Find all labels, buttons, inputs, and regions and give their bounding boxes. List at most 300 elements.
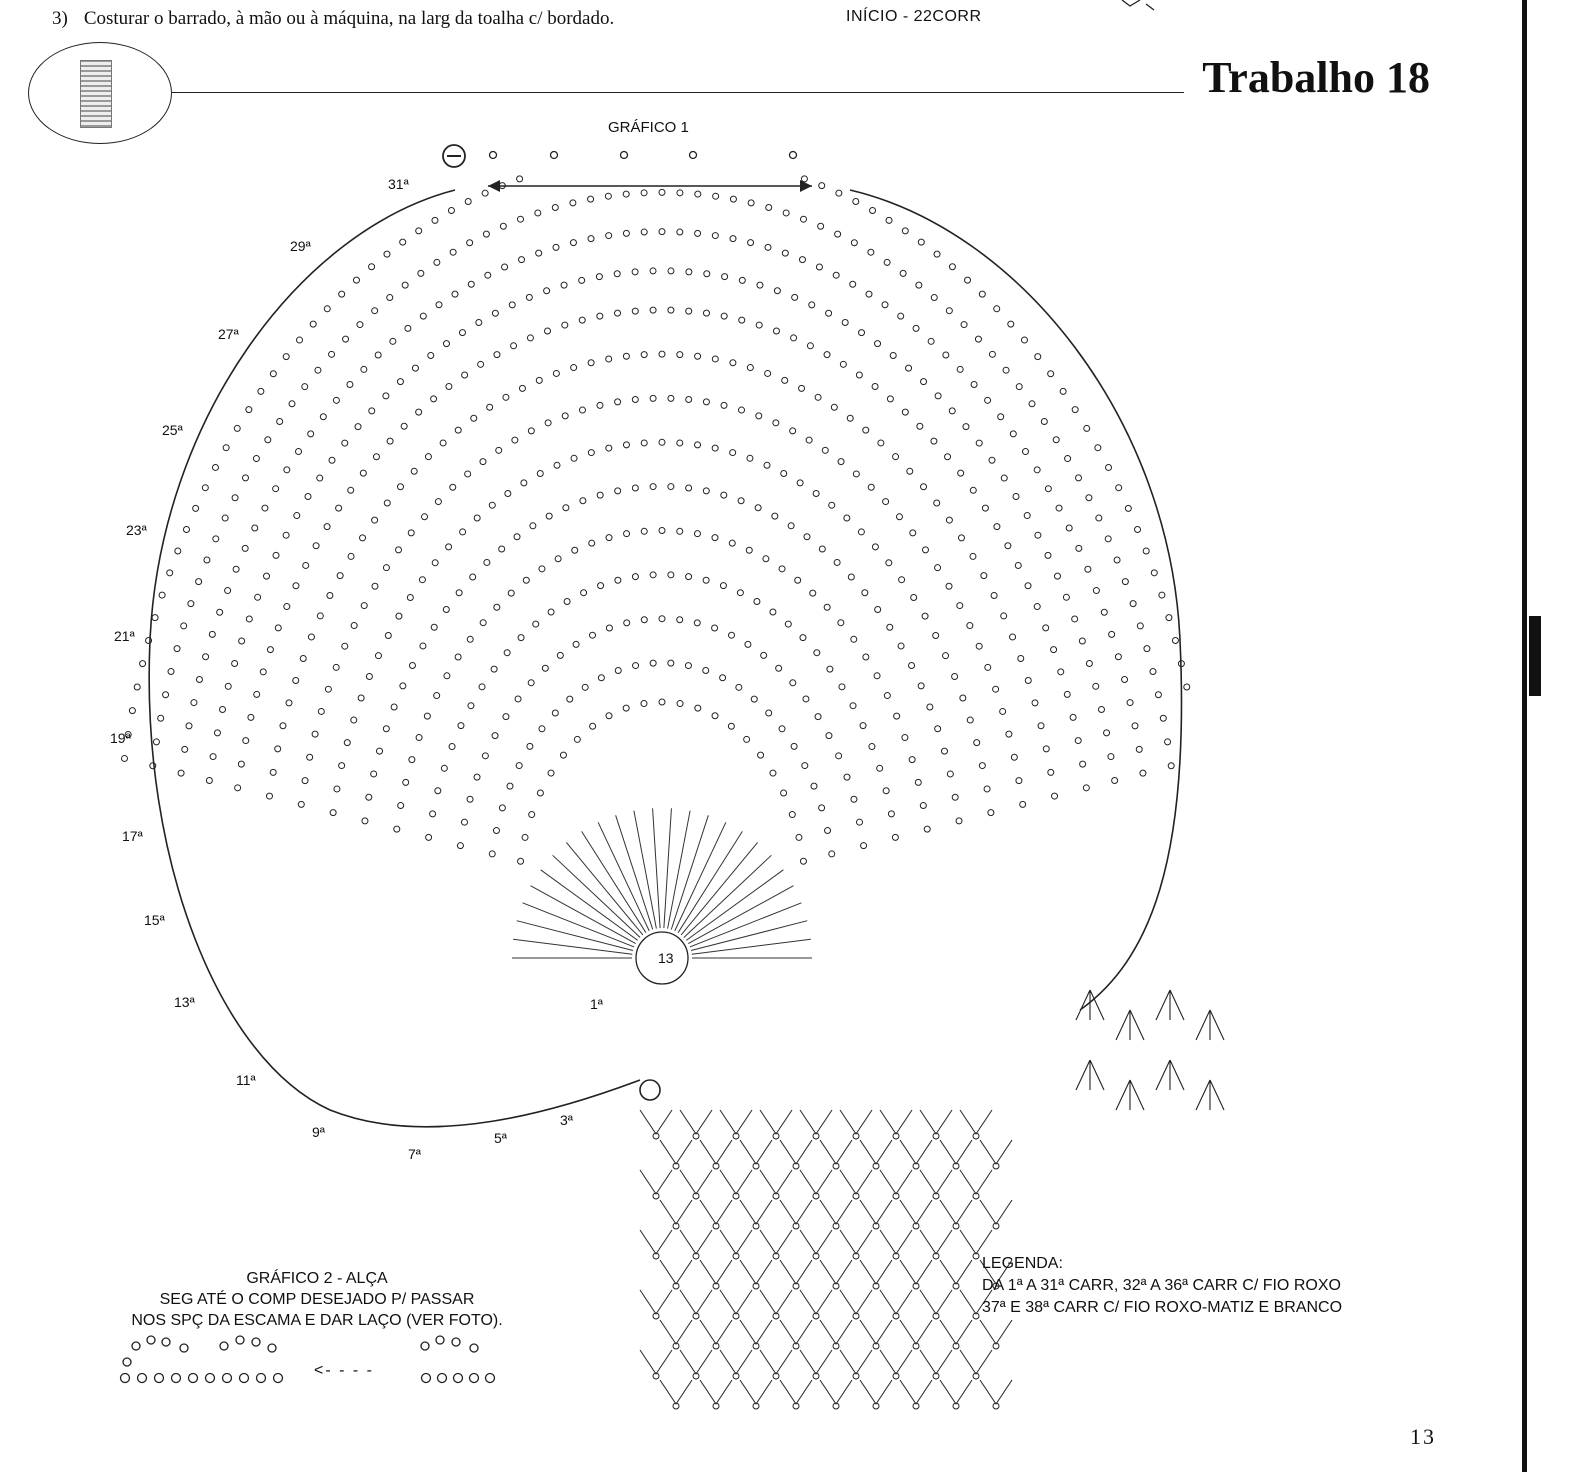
chain-stitch — [597, 492, 603, 498]
chain-stitch — [450, 249, 456, 255]
chain-stitch — [528, 680, 534, 686]
end-marker — [640, 1080, 660, 1100]
chain-stitch — [505, 490, 511, 496]
chain-stitch — [1060, 388, 1066, 394]
chain-stitch — [756, 413, 762, 419]
chain-stitch — [416, 409, 422, 415]
chain-stitch — [720, 675, 726, 681]
chain-stitch — [686, 397, 692, 403]
start-arrow-left-head — [488, 180, 500, 192]
scale-stitch — [760, 1230, 792, 1254]
scale-stitch — [940, 1320, 972, 1344]
chain-stitch — [695, 442, 701, 448]
scale-stitch — [960, 1110, 992, 1134]
chain-stitch — [979, 291, 985, 297]
chain-stitch — [554, 462, 560, 468]
chain-stitch — [1160, 715, 1166, 721]
chain-stitch — [813, 490, 819, 496]
chain-stitch — [961, 322, 967, 328]
chain-stitch — [1072, 616, 1078, 622]
chain-stitch — [443, 606, 449, 612]
chain-stitch — [801, 176, 807, 182]
chain-stitch — [573, 641, 579, 647]
chain-stitch — [836, 190, 842, 196]
chain-stitch — [308, 431, 314, 437]
chain-stitch — [965, 277, 971, 283]
chain-stitch — [408, 530, 414, 536]
chain-stitch — [140, 661, 146, 667]
chain-stitch — [615, 667, 621, 673]
chain-stitch — [975, 336, 981, 342]
chain-stitch — [788, 523, 794, 529]
chain-stitch — [1018, 655, 1024, 661]
page-title: Trabalho 18 — [1202, 53, 1430, 102]
chain-stitch — [909, 663, 915, 669]
chain-stitch — [444, 673, 450, 679]
chain-stitch — [482, 753, 488, 759]
chain-stitch — [1070, 714, 1076, 720]
chain-stitch — [779, 566, 785, 572]
chain-stitch — [979, 763, 985, 769]
chain-stitch — [1065, 456, 1071, 462]
chain-stitch — [522, 834, 528, 840]
chain-stitch — [875, 341, 881, 347]
chain-stitch — [804, 534, 810, 540]
chain-stitch — [790, 680, 796, 686]
chain-stitch — [308, 634, 314, 640]
chain-stitch — [422, 514, 428, 520]
chain-stitch — [883, 499, 889, 505]
chain-stitch — [1136, 746, 1142, 752]
page-number: 13 — [1410, 1424, 1436, 1449]
chain-stitch — [234, 425, 240, 431]
chain-stitch — [470, 1344, 478, 1352]
chain-stitch — [1045, 552, 1051, 558]
chain-stitch — [872, 383, 878, 389]
scale-stitch — [640, 1230, 672, 1254]
chain-stitch — [590, 723, 596, 729]
chain-stitch — [650, 307, 656, 313]
chain-stitch — [712, 625, 718, 631]
chain-stitch — [960, 695, 966, 701]
chain-stitch — [909, 757, 915, 763]
chain-stitch — [703, 310, 709, 316]
scale-stitch — [760, 1110, 792, 1134]
chain-stitch — [615, 577, 621, 583]
center-label: 13 — [658, 950, 674, 966]
row-label-13: 13ª — [174, 994, 195, 1010]
chain-stitch — [252, 1338, 260, 1346]
chain-stitch — [1011, 754, 1017, 760]
chain-stitch — [1013, 493, 1019, 499]
chain-stitch — [533, 621, 539, 627]
chain-stitch — [548, 770, 554, 776]
chain-stitch — [747, 365, 753, 371]
chain-stitch — [562, 322, 568, 328]
chain-stitch — [712, 233, 718, 239]
chain-stitch — [375, 352, 381, 358]
chain-stitch — [833, 272, 839, 278]
chain-stitch — [884, 259, 890, 265]
chain-stitch — [138, 1374, 147, 1383]
chain-stitch — [695, 353, 701, 359]
row-label-3: 3ª — [560, 1112, 573, 1128]
scale-stitch — [680, 1230, 712, 1254]
chain-stitch — [193, 505, 199, 511]
chain-stitch — [188, 601, 194, 607]
legend-line-1: DA 1ª A 31ª CARR, 32ª A 36ª CARR C/ FIO ROXO — [982, 1277, 1341, 1294]
chain-stitch — [496, 447, 502, 453]
chain-stitch — [563, 505, 569, 511]
chain-stitch — [1114, 557, 1120, 563]
chain-stitch — [1098, 706, 1104, 712]
chain-stitch — [1053, 437, 1059, 443]
chain-stitch — [770, 770, 776, 776]
chain-stitch — [518, 216, 524, 222]
chain-stitch — [892, 834, 898, 840]
chain-stitch — [233, 566, 239, 572]
chain-stitch — [744, 736, 750, 742]
chain-stitch — [633, 663, 639, 669]
chain-stitch — [223, 1374, 232, 1383]
scale-stitch — [920, 1350, 952, 1374]
chain-stitch — [1075, 738, 1081, 744]
chain-stitch — [462, 372, 468, 378]
chain-stitch — [790, 428, 796, 434]
chain-stitch — [369, 408, 375, 414]
chain-stitch — [467, 636, 473, 642]
chain-stitch — [806, 437, 812, 443]
scale-stitch — [720, 1290, 752, 1314]
chain-stitch — [1130, 601, 1136, 607]
chain-stitch — [1024, 513, 1030, 519]
chain-stitch — [967, 717, 973, 723]
chain-stitch — [888, 811, 894, 817]
scale-stitch — [760, 1290, 792, 1314]
chain-stitch — [935, 393, 941, 399]
chain-stitch — [1080, 761, 1086, 767]
chain-stitch — [270, 371, 276, 377]
chain-stitch — [255, 594, 261, 600]
chain-stitch — [632, 308, 638, 314]
chain-stitch — [468, 703, 474, 709]
chain-stitch — [530, 523, 536, 529]
chain-stitch — [1064, 691, 1070, 697]
chain-stitch — [763, 556, 769, 562]
chain-stitch — [361, 603, 367, 609]
chain-stitch — [887, 396, 893, 402]
scale-stitch — [880, 1350, 912, 1374]
chain-stitch — [523, 577, 529, 583]
chain-stitch — [470, 1374, 479, 1383]
fan-stitch — [1156, 1060, 1184, 1090]
chain-stitch — [712, 356, 718, 362]
chain-stitch — [814, 650, 820, 656]
stitch-line — [664, 808, 672, 928]
scale-stitch — [900, 1140, 932, 1164]
chain-stitch — [336, 505, 342, 511]
chain-stitch — [632, 269, 638, 275]
chain-stitch — [755, 505, 761, 511]
scale-stitch — [720, 1350, 752, 1374]
chain-stitch — [839, 684, 845, 690]
chain-stitch — [1150, 669, 1156, 675]
chain-stitch — [1086, 495, 1092, 501]
chain-stitch — [945, 454, 951, 460]
chain-stitch — [465, 471, 471, 477]
chain-stitch — [641, 190, 647, 196]
chain-stitch — [455, 427, 461, 433]
chain-stitch — [465, 198, 471, 204]
scale-stitch — [940, 1140, 972, 1164]
chain-stitch — [931, 295, 937, 301]
chain-stitch — [553, 370, 559, 376]
chain-stitch — [343, 336, 349, 342]
chain-stitch — [152, 615, 158, 621]
chain-stitch — [730, 196, 736, 202]
chain-stitch — [824, 604, 830, 610]
scale-stitch — [780, 1320, 812, 1344]
chain-stitch — [989, 351, 995, 357]
chain-stitch — [1083, 785, 1089, 791]
chain-stitch — [450, 484, 456, 490]
chain-stitch — [1025, 583, 1031, 589]
chain-stitch — [266, 793, 272, 799]
chain-stitch — [869, 744, 875, 750]
chain-stitch — [588, 236, 594, 242]
chain-stitch — [372, 517, 378, 523]
chain-stitch — [315, 367, 321, 373]
chain-stitch — [467, 240, 473, 246]
chain-stitch — [668, 395, 674, 401]
scale-stitch — [880, 1290, 912, 1314]
chain-stitch — [902, 735, 908, 741]
chain-stitch — [896, 514, 902, 520]
chain-stitch — [209, 631, 215, 637]
chain-stitch — [330, 810, 336, 816]
stitch-line — [653, 808, 661, 928]
chain-stitch — [536, 250, 542, 256]
chain-stitch — [606, 625, 612, 631]
chain-stitch — [402, 282, 408, 288]
chain-stitch — [730, 236, 736, 242]
chain-stitch — [659, 351, 665, 357]
chain-stitch — [598, 583, 604, 589]
chart1-title: GRÁFICO 1 — [608, 119, 689, 136]
chain-stitch — [159, 592, 165, 598]
chain-stitch — [949, 264, 955, 270]
chain-stitch — [928, 338, 934, 344]
chain-stitch — [791, 743, 797, 749]
scale-stitch — [800, 1110, 832, 1134]
scale-stitch — [740, 1200, 772, 1224]
chain-stitch — [704, 271, 710, 277]
scale-stitch — [780, 1200, 812, 1224]
chain-stitch — [344, 740, 350, 746]
chain-stitch — [712, 535, 718, 541]
chain-stitch — [519, 385, 525, 391]
chain-stitch — [574, 736, 580, 742]
chain-stitch — [443, 341, 449, 347]
chain-stitch — [632, 574, 638, 580]
chain-stitch — [535, 210, 541, 216]
chain-stitch — [1159, 592, 1165, 598]
chain-stitch — [686, 574, 692, 580]
chain-stitch — [677, 617, 683, 623]
chain-stitch — [756, 322, 762, 328]
chain-stitch — [819, 183, 825, 189]
chain-stitch — [1054, 573, 1060, 579]
chain-stitch — [504, 650, 510, 656]
fan-stitch — [1156, 990, 1184, 1020]
chain-stitch — [1022, 449, 1028, 455]
chain-stitch — [502, 264, 508, 270]
scale-stitch — [860, 1380, 892, 1404]
chain-stitch — [333, 397, 339, 403]
chain-stitch — [514, 534, 520, 540]
chain-stitch — [824, 352, 830, 358]
chain-stitch — [542, 665, 548, 671]
chain-stitch — [551, 152, 558, 159]
chain-stitch — [537, 470, 543, 476]
chain-stitch — [134, 684, 140, 690]
chain-stitch — [1045, 486, 1051, 492]
chain-stitch — [324, 306, 330, 312]
chain-stitch — [468, 281, 474, 287]
chain-stitch — [847, 415, 853, 421]
chain-stitch — [1172, 637, 1178, 643]
chain-stitch — [921, 379, 927, 385]
chain-stitch — [976, 643, 982, 649]
chain-stitch — [235, 785, 241, 791]
row-label-29: 29ª — [290, 238, 311, 254]
chain-stitch — [668, 660, 674, 666]
chain-stitch — [500, 223, 506, 229]
chain-stitch — [886, 217, 892, 223]
chain-stitch — [358, 695, 364, 701]
chain-stitch — [225, 683, 231, 689]
chain-stitch — [1104, 730, 1110, 736]
chain-stitch — [924, 826, 930, 832]
chain-stitch — [371, 771, 377, 777]
chain-stitch — [677, 352, 683, 358]
chain-stitch — [383, 393, 389, 399]
chain-stitch — [957, 366, 963, 372]
chain-stitch — [441, 765, 447, 771]
chain-stitch — [1132, 723, 1138, 729]
chain-stitch — [1076, 475, 1082, 481]
chain-stitch — [695, 191, 701, 197]
chain-stitch — [1066, 525, 1072, 531]
chain-stitch — [1010, 634, 1016, 640]
chain-stitch — [432, 560, 438, 566]
chain-stitch — [898, 643, 904, 649]
chain-stitch — [842, 319, 848, 325]
chain-stitch — [811, 783, 817, 789]
chain-stitch — [432, 217, 438, 223]
chain-stitch — [695, 230, 701, 236]
chain-stitch — [774, 288, 780, 294]
chain-stitch — [517, 176, 523, 182]
chain-stitch — [181, 623, 187, 629]
chain-stitch — [511, 343, 517, 349]
chain-stitch — [567, 696, 573, 702]
chain-stitch — [783, 210, 789, 216]
chain-stitch — [822, 447, 828, 453]
scale-stitch — [780, 1140, 812, 1164]
chain-stitch — [819, 546, 825, 552]
chain-stitch — [424, 713, 430, 719]
chain-stitch — [623, 442, 629, 448]
chain-stitch — [1151, 570, 1157, 576]
chain-stitch — [333, 664, 339, 670]
chain-stitch — [1043, 625, 1049, 631]
chain-stitch — [1032, 700, 1038, 706]
stitch-line — [513, 939, 632, 954]
chain-stitch — [561, 282, 567, 288]
scale-stitch — [760, 1170, 792, 1194]
chain-stitch — [737, 590, 743, 596]
scale-stitch — [740, 1380, 772, 1404]
row-label-19: 19ª — [110, 730, 131, 746]
scale-stitch — [940, 1380, 972, 1404]
chain-stitch — [240, 1374, 249, 1383]
chain-stitch — [264, 573, 270, 579]
chain-stitch — [355, 424, 361, 430]
scale-stitch — [960, 1170, 992, 1194]
scale-stitch — [860, 1140, 892, 1164]
chain-stitch — [196, 677, 202, 683]
chain-stitch — [225, 588, 231, 594]
chain-stitch — [588, 360, 594, 366]
chain-stitch — [668, 484, 674, 490]
chain-stitch — [491, 666, 497, 672]
chain-stitch — [850, 703, 856, 709]
scale-stitch — [940, 1200, 972, 1224]
chain-stitch — [1048, 769, 1054, 775]
chain-stitch — [1106, 464, 1112, 470]
chain-stitch — [910, 530, 916, 536]
chain-stitch — [588, 450, 594, 456]
chain-stitch — [921, 484, 927, 490]
chain-stitch — [293, 677, 299, 683]
chain-stitch — [312, 731, 318, 737]
chain-stitch — [300, 655, 306, 661]
chain-stitch — [745, 641, 751, 647]
chain-stitch — [624, 531, 630, 537]
scale-stitch — [940, 1260, 972, 1284]
chain-stitch — [844, 774, 850, 780]
chain-stitch — [286, 700, 292, 706]
chain-stitch — [934, 251, 940, 257]
chain-stitch — [456, 590, 462, 596]
chain-stitch — [1005, 543, 1011, 549]
top-fragment — [1122, 0, 1154, 10]
scale-stitch — [660, 1260, 692, 1284]
scale-stitch — [900, 1380, 932, 1404]
chain-stitch — [203, 654, 209, 660]
stitch-line — [566, 842, 642, 934]
chain-stitch — [458, 723, 464, 729]
chain-stitch — [284, 604, 290, 610]
chain-stitch — [703, 577, 709, 583]
chain-stitch — [970, 487, 976, 493]
chain-stitch — [262, 505, 268, 511]
chain-stitch — [562, 413, 568, 419]
chain-stitch — [434, 693, 440, 699]
chain-stitch — [357, 322, 363, 328]
chain-stitch — [772, 513, 778, 519]
